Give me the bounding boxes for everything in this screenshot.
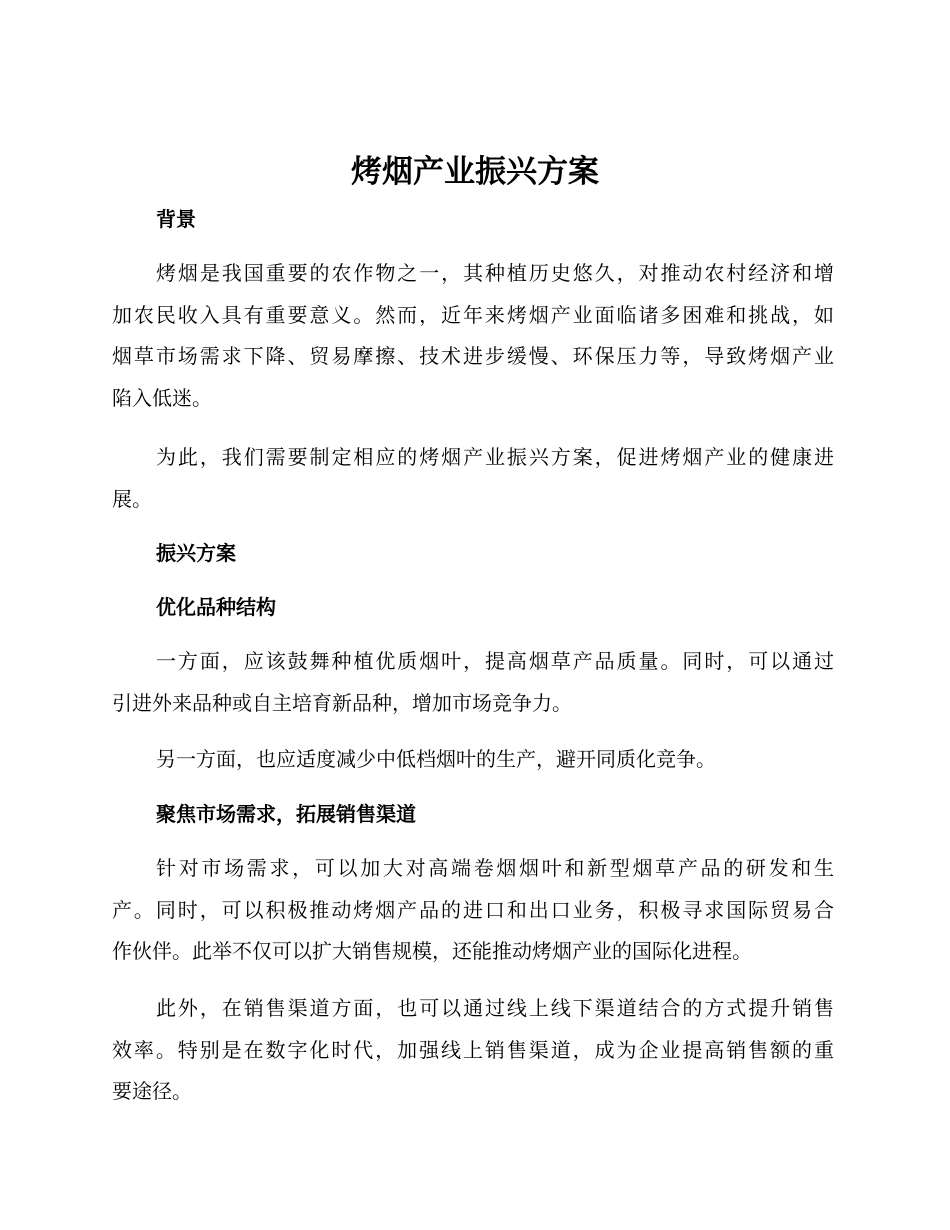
text-line: 产。同时，可以积极推动烤烟产品的进口和出口业务，积极寻求国际贸易合 — [112, 897, 834, 922]
paragraph-background-2 — [112, 437, 834, 520]
heading-plan: 振兴方案 — [156, 541, 236, 565]
paragraph-optimize-1 — [112, 641, 834, 724]
text-line: 陷入低迷。 — [112, 385, 212, 410]
paragraph-market-1 — [112, 848, 834, 973]
text-line: 烟草市场需求下降、贸易摩擦、技术进步缓慢、环保压力等，导致烤烟产业 — [112, 344, 834, 368]
text-line: 加农民收入具有重要意义。然而，近年来烤烟产业面临诸多困难和挑战，如 — [112, 302, 834, 327]
text-line: 此外，在销售渠道方面，也可以通过线上线下渠道结合的方式提升销售 — [156, 996, 834, 1020]
paragraph-optimize-2 — [112, 739, 834, 781]
text-line: 为此，我们需要制定相应的烤烟产业振兴方案，促进烤烟产业的健康进 — [156, 445, 834, 469]
text-line: 针对市场需求，可以加大对高端卷烟烟叶和新型烟草产品的研发和生 — [156, 856, 834, 880]
text-line: 展。 — [112, 486, 152, 511]
document-title: 烤烟产业振兴方案 — [351, 154, 599, 190]
text-line: 效率。特别是在数字化时代，加强线上销售渠道，成为企业提高销售额的重 — [112, 1037, 834, 1062]
text-line: 作伙伴。此举不仅可以扩大销售规模，还能推动烤烟产业的国际化进程。 — [112, 939, 752, 963]
text-line: 要途径。 — [112, 1079, 192, 1103]
text-line: 另一方面，也应适度减少中低档烟叶的生产，避开同质化竞争。 — [156, 747, 716, 771]
paragraph-background-1 — [112, 253, 834, 419]
text-line: 烤烟是我国重要的农作物之一，其种植历史悠久，对推动农村经济和增 — [156, 261, 834, 285]
heading-optimize: 优化品种结构 — [156, 595, 276, 619]
heading-background: 背景 — [156, 207, 196, 231]
paragraph-market-2 — [112, 988, 834, 1113]
text-line: 一方面，应该鼓舞种植优质烟叶，提高烟草产品质量。同时，可以通过 — [156, 649, 834, 673]
heading-market: 聚焦市场需求，拓展销售渠道 — [156, 802, 416, 826]
text-line: 引进外来品种或自主培育新品种，增加市场竞争力。 — [112, 690, 572, 715]
